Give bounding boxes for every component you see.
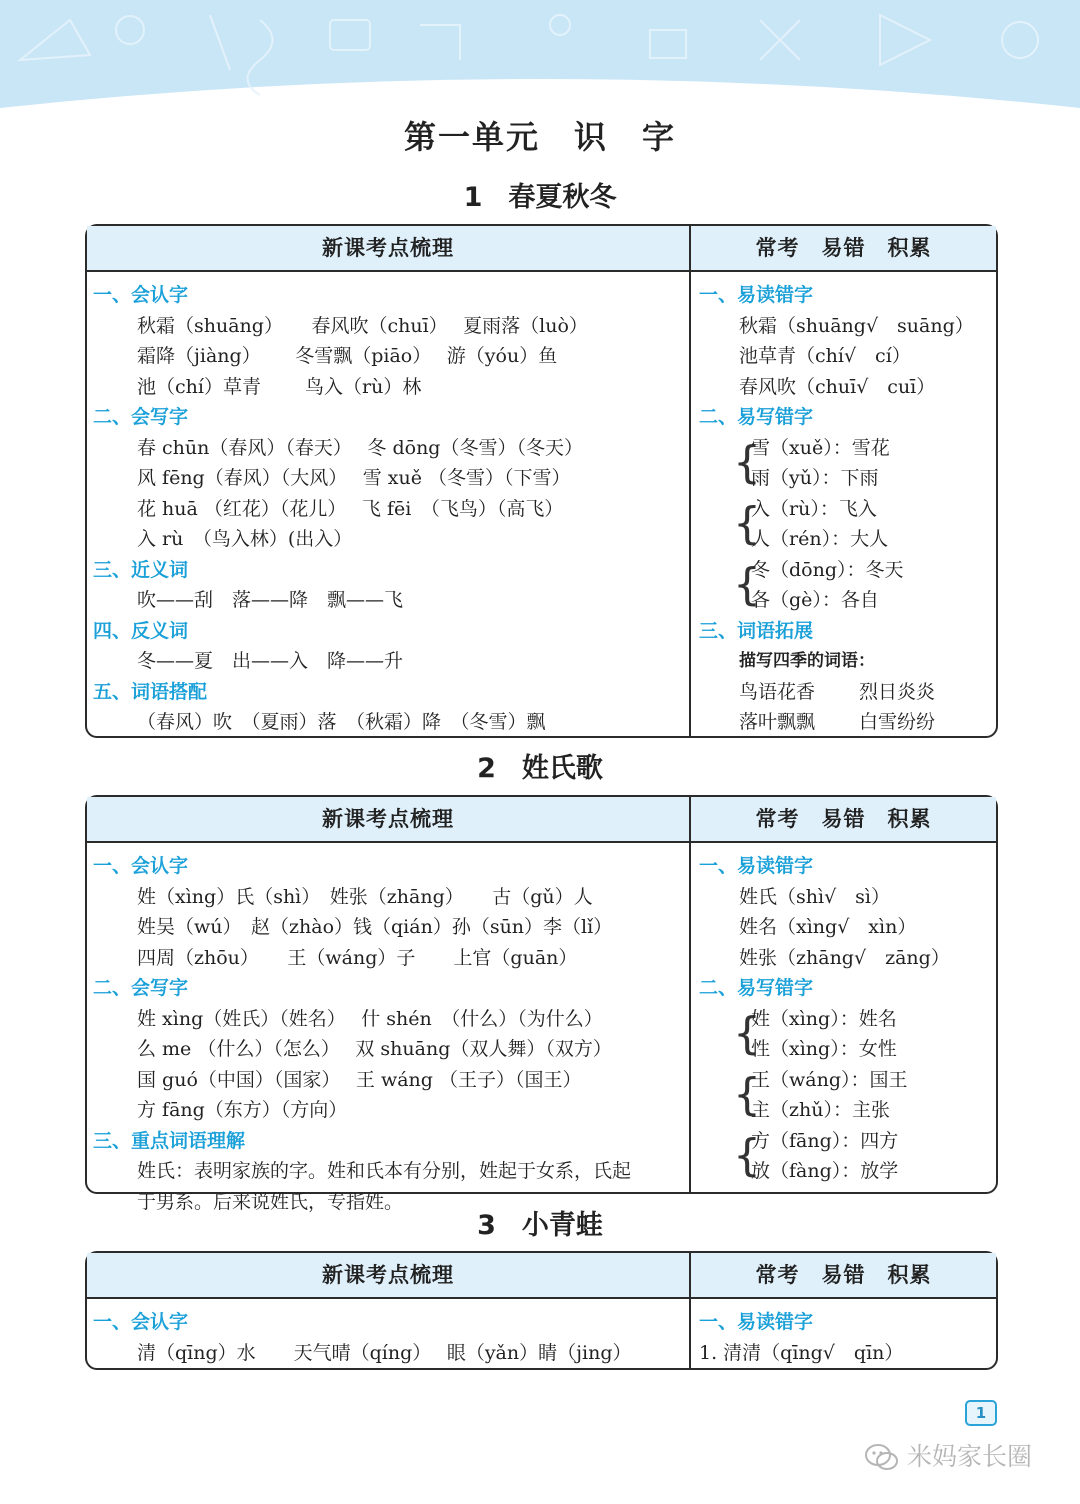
content-line: 春风吹（chuī√ cuī） [739,375,936,398]
content-line: 姓吴（wú） 赵（zhào）钱（qián）孙（sūn）李（lǐ） [137,916,613,938]
lesson-title-2 [0,746,1080,785]
lesson-name: 春夏秋冬 [508,182,617,213]
section-heading: 二、易写错字 [699,406,814,428]
lesson-card-3 [85,1251,998,1370]
content-line: 入 rù （鸟入林）(出入） [137,528,353,550]
content-line: 四周（zhōu） 王（wáng）子 上官（guān） [137,946,578,969]
section-heading: 三、近义词 [93,558,189,581]
content-line: 风 fēng（春风）（大风） 雪 xuě （冬雪）（下雪） [137,467,571,489]
left-header: 新课考点梳理 [322,1263,454,1287]
compare-line: 入（rù）：飞入 [751,497,877,520]
compare-line: 人（rén）：大人 [751,528,889,550]
section-heading: 五、词语搭配 [93,680,208,703]
content-line: 落叶飘飘 白雪纷纷 [739,711,936,733]
compare-line: 冬（dōng）：冬天 [751,558,904,581]
content-line: 姓 xìng（姓氏）（姓名） 什 shén （什么）（为什么） [137,1007,603,1030]
compare-line: 主（zhǔ）：主张 [751,1099,890,1121]
compare-line: 放（fàng）：放学 [751,1160,899,1182]
column-divider [689,226,691,736]
lesson-number: 3 [477,1210,496,1241]
content-line: 方 fāng（东方）（方向） [137,1099,348,1121]
lesson-number: 1 [463,182,483,213]
content-line: （春风）吹 （夏雨）落 （秋霜）降 （冬雪）飘 [137,711,546,733]
content-line: 国 guó（中国）（国家） 王 wáng （王子）（国王） [137,1068,582,1091]
unit-title: 第一单元 识 字 [403,118,676,156]
compare-line: 性（xìng）：女性 [751,1038,897,1060]
section-heading: 二、会写字 [93,406,189,428]
content-line: 花 huā （红花）（花儿） 飞 fēi （飞鸟）（高飞） [137,497,564,520]
content-line: 春 chūn（春风）（春天） 冬 dōng（冬雪）（冬天） [137,436,583,459]
section-heading: 一、易读错字 [699,284,814,306]
lesson-title-3 [0,1203,1080,1242]
wechat-icon [865,1443,899,1473]
content-line: 清（qīng）水 天气晴（qíng） 眼（yǎn）睛（jing） [137,1341,632,1364]
lesson-name: 姓氏歌 [521,753,603,784]
section-heading: 一、会认字 [93,284,189,306]
content-line: 姓氏：表明家族的字。姓和氏本有分别，姓起于女系，氏起 [137,1160,632,1182]
right-header: 常考 易错 积累 [755,807,932,831]
content-line: 姓张（zhāng√ zāng） [739,946,950,969]
content-line: 姓（xìng）氏（shì） 姓张（zhāng） 古（gǔ）人 [137,885,593,908]
content-line: 池（chí）草青 鸟入（rù）林 [137,375,422,398]
brace-icon: { [733,1129,761,1181]
brace-icon: { [733,1068,761,1120]
compare-line: 王（wáng）：国王 [751,1068,908,1091]
content-line: 于男系。后来说姓氏，专指姓。 [137,1190,404,1213]
content-line: 1. 清清（qīng√ qīn） [699,1341,904,1364]
right-header: 常考 易错 积累 [755,1263,932,1287]
lesson-card-2 [85,795,998,1213]
brace-icon: { [733,497,761,549]
content-line: 池草青（chí√ cí） [739,345,911,367]
right-header: 常考 易错 积累 [755,236,932,260]
compare-line: 雪（xuě）：雪花 [751,436,890,459]
column-divider [689,797,691,1192]
lesson-name: 小青蛙 [521,1210,603,1241]
compare-line: 方（fāng）：四方 [751,1129,899,1152]
brace-icon: { [733,1007,761,1059]
content-line: 姓氏（shì√ sì） [739,885,890,908]
lesson-title-1 [0,175,1080,214]
compare-line: 各（gè）：各自 [751,589,879,611]
content-line: 霜降（jiàng） 冬雪飘（piāo） 游（yóu）鱼 [137,345,558,367]
brace-icon: { [733,558,761,610]
content-line: 吹——刮 落——降 飘——飞 [137,589,404,611]
section-heading: 四、反义词 [93,619,189,642]
watermark-text: 米妈家长圈 [907,1442,1033,1471]
top-decorative-band [0,0,1080,130]
lesson-number: 2 [477,753,496,784]
section-heading: 一、会认字 [93,1311,189,1333]
section-heading: 三、重点词语理解 [93,1129,246,1152]
content-line: 么 me （什么）（怎么） 双 shuāng（双人舞）（双方） [137,1038,612,1060]
content-line: 秋霜（shuāng） 春风吹（chuī） 夏雨落（luò） [137,314,588,337]
page-number: 1 [965,1400,997,1426]
left-header: 新课考点梳理 [322,807,454,831]
content-line: 鸟语花香 烈日炎炎 [739,680,936,703]
section-heading: 一、易读错字 [699,1311,814,1333]
section-heading: 一、会认字 [93,855,189,877]
subheading: 描写四季的词语： [739,651,875,671]
brace-icon: { [733,436,761,488]
section-heading: 二、易写错字 [699,977,814,999]
watermark [865,1440,1032,1474]
content-line: 冬——夏 出——入 降——升 [137,650,404,672]
lesson-card-1 [85,224,998,738]
section-heading: 二、会写字 [93,977,189,999]
left-header: 新课考点梳理 [322,236,454,260]
compare-line: 雨（yǔ）：下雨 [751,467,879,489]
section-heading: 一、易读错字 [699,855,814,877]
section-heading: 三、词语拓展 [699,619,814,642]
content-line: 姓名（xìng√ xìn） [739,916,917,938]
content-line: 秋霜（shuāng√ suāng） [739,314,974,337]
compare-line: 姓（xìng）：姓名 [751,1007,897,1030]
